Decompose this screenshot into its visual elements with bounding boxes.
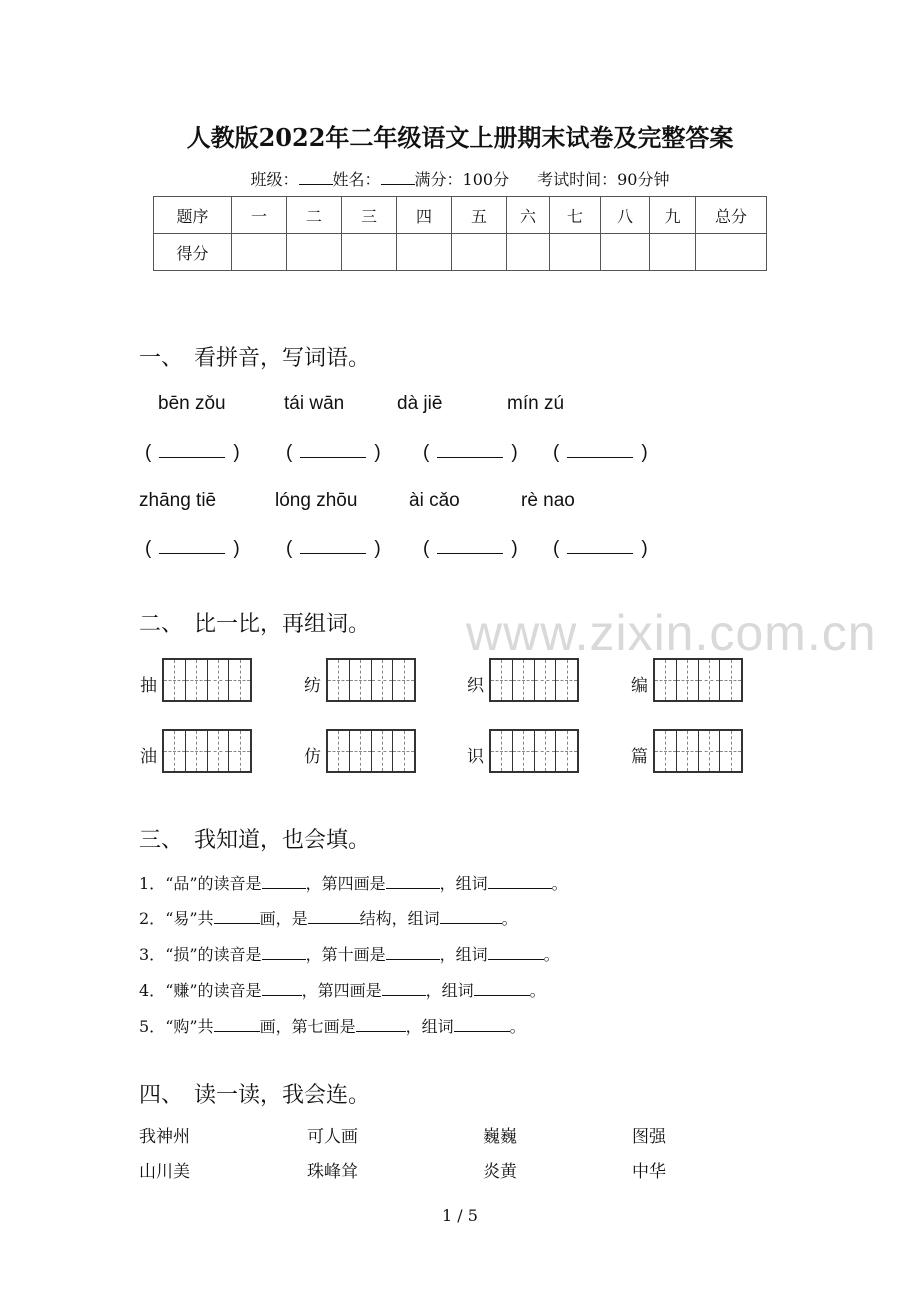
answer-blank[interactable]: ( ) bbox=[423, 538, 518, 559]
match-item[interactable]: 我神州 bbox=[139, 1127, 190, 1147]
table-cell: 总分 bbox=[696, 197, 767, 234]
pinyin: dà jiē bbox=[397, 393, 443, 414]
score-input-cell[interactable] bbox=[342, 234, 397, 271]
table-cell: 四 bbox=[397, 197, 452, 234]
class-label: 班级： bbox=[250, 170, 299, 189]
table-cell: 七 bbox=[550, 197, 601, 234]
section-3-title: 三、 我知道，也会填。 bbox=[139, 828, 371, 853]
name-blank bbox=[381, 172, 415, 185]
character-label: 抽 bbox=[140, 676, 157, 696]
table-cell: 九 bbox=[650, 197, 696, 234]
answer-blank[interactable]: ( ) bbox=[286, 538, 381, 559]
answer-blank[interactable]: ( ) bbox=[423, 442, 518, 463]
fill-blank[interactable] bbox=[386, 876, 440, 889]
fill-blank[interactable] bbox=[382, 983, 426, 996]
page-title: 人教版2022年二年级语文上册期末试卷及完整答案 bbox=[186, 123, 734, 152]
writing-grid[interactable] bbox=[326, 658, 416, 702]
fill-blank[interactable] bbox=[474, 983, 530, 996]
match-item[interactable]: 图强 bbox=[632, 1127, 666, 1147]
writing-grid[interactable] bbox=[489, 658, 579, 702]
table-cell: 六 bbox=[507, 197, 550, 234]
score-input-cell[interactable] bbox=[650, 234, 696, 271]
character-label: 识 bbox=[467, 747, 484, 767]
pinyin: lóng zhōu bbox=[275, 490, 358, 511]
pinyin: zhāng tiē bbox=[139, 490, 217, 511]
fill-blank[interactable] bbox=[214, 1019, 260, 1032]
score-input-cell[interactable] bbox=[696, 234, 767, 271]
fill-blank[interactable] bbox=[308, 911, 360, 924]
match-item[interactable]: 珠峰耸 bbox=[307, 1162, 358, 1182]
writing-grid[interactable] bbox=[653, 658, 743, 702]
question-4: 4．“赚”的读音是 ，第四画是 ，组词 。 bbox=[139, 981, 546, 1000]
watermark: www.zixin.com.cn bbox=[466, 605, 877, 661]
score-table-score-row bbox=[154, 234, 767, 271]
name-label: 姓名： bbox=[332, 170, 381, 189]
score-input-cell[interactable] bbox=[452, 234, 507, 271]
fill-blank[interactable] bbox=[386, 947, 440, 960]
score-table bbox=[153, 196, 767, 271]
writing-grid[interactable] bbox=[162, 729, 252, 773]
fill-blank[interactable] bbox=[454, 1019, 510, 1032]
table-cell: 一 bbox=[232, 197, 287, 234]
score-input-cell[interactable] bbox=[507, 234, 550, 271]
fill-blank[interactable] bbox=[488, 947, 544, 960]
table-cell: 八 bbox=[601, 197, 650, 234]
pinyin: tái wān bbox=[284, 393, 345, 414]
character-label: 纺 bbox=[304, 676, 321, 696]
match-item[interactable]: 可人画 bbox=[307, 1127, 358, 1147]
fill-blank[interactable] bbox=[262, 876, 306, 889]
writing-grid[interactable] bbox=[326, 729, 416, 773]
question-1: 1．“品”的读音是 ，第四画是 ，组词 。 bbox=[139, 874, 568, 893]
match-item[interactable]: 中华 bbox=[632, 1162, 666, 1182]
section-1-title: 一、 看拼音，写词语。 bbox=[139, 346, 371, 371]
answer-blank[interactable]: ( ) bbox=[145, 538, 240, 559]
fill-blank[interactable] bbox=[262, 983, 302, 996]
question-2: 2．“易”共 画，是 结构，组词 。 bbox=[139, 909, 518, 928]
writing-grid[interactable] bbox=[653, 729, 743, 773]
character-label: 编 bbox=[631, 676, 648, 696]
answer-blank[interactable]: ( ) bbox=[553, 442, 648, 463]
answer-blank[interactable]: ( ) bbox=[286, 442, 381, 463]
exam-time: 考试时间：90分钟 bbox=[537, 170, 670, 189]
match-item[interactable]: 巍巍 bbox=[483, 1127, 517, 1147]
character-label: 篇 bbox=[631, 747, 648, 767]
score-input-cell[interactable] bbox=[287, 234, 342, 271]
fill-blank[interactable] bbox=[214, 911, 260, 924]
page-number: 1 / 5 bbox=[442, 1206, 478, 1225]
fill-blank[interactable] bbox=[262, 947, 306, 960]
character-label: 仿 bbox=[304, 747, 321, 767]
pinyin: mín zú bbox=[507, 393, 565, 414]
pinyin: rè nao bbox=[521, 490, 575, 511]
table-cell: 五 bbox=[452, 197, 507, 234]
score-table-header-row bbox=[154, 197, 767, 234]
table-cell: 三 bbox=[342, 197, 397, 234]
class-blank bbox=[299, 172, 333, 185]
score-input-cell[interactable] bbox=[397, 234, 452, 271]
section-4-title: 四、 读一读，我会连。 bbox=[139, 1083, 371, 1108]
writing-grid[interactable] bbox=[489, 729, 579, 773]
section-2-title: 二、 比一比，再组词。 bbox=[139, 612, 371, 637]
match-item[interactable]: 山川美 bbox=[139, 1162, 190, 1182]
question-5: 5．“购”共 画，第七画是 ，组词 。 bbox=[139, 1017, 526, 1036]
pinyin: bēn zǒu bbox=[158, 393, 226, 414]
writing-grid[interactable] bbox=[162, 658, 252, 702]
fill-blank[interactable] bbox=[488, 876, 552, 889]
character-label: 油 bbox=[140, 747, 157, 767]
score-input-cell[interactable] bbox=[550, 234, 601, 271]
table-cell: 题序 bbox=[154, 197, 232, 234]
table-cell: 得分 bbox=[154, 234, 232, 271]
full-score: 满分：100分 bbox=[414, 170, 510, 189]
exam-info bbox=[0, 167, 920, 190]
question-3: 3．“损”的读音是 ，第十画是 ，组词 。 bbox=[139, 945, 560, 964]
pinyin: ài cǎo bbox=[409, 490, 460, 511]
table-cell: 二 bbox=[287, 197, 342, 234]
score-input-cell[interactable] bbox=[601, 234, 650, 271]
fill-blank[interactable] bbox=[356, 1019, 406, 1032]
match-item[interactable]: 炎黄 bbox=[483, 1162, 517, 1182]
character-label: 织 bbox=[467, 676, 484, 696]
answer-blank[interactable]: ( ) bbox=[553, 538, 648, 559]
fill-blank[interactable] bbox=[440, 911, 502, 924]
answer-blank[interactable]: ( ) bbox=[145, 442, 240, 463]
score-input-cell[interactable] bbox=[232, 234, 287, 271]
